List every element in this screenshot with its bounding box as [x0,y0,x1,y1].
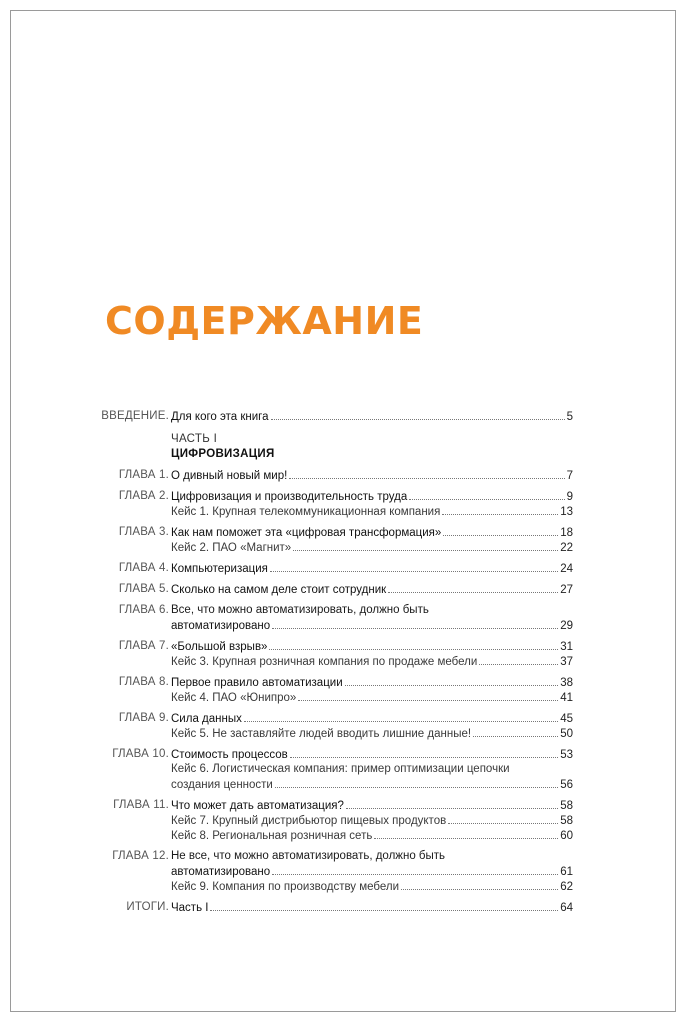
page-number: 29 [560,620,573,632]
page-number: 5 [566,411,573,423]
entry-title: Для кого эта книга [171,411,269,423]
leader-dots [272,618,558,629]
entry-label: ГЛАВА 8. [118,676,169,688]
entry-title: Кейс 1. Крупная телекоммуникационная компания [171,506,441,518]
entry-label: ГЛАВА 2. [118,490,169,502]
page-number: 18 [560,527,573,539]
entry-label: ИТОГИ. [126,901,169,913]
page-number: 24 [560,563,573,575]
entry-label: ВВЕДЕНИЕ. [101,410,169,422]
leader-dots [473,726,558,737]
entry-title: Кейс 8. Региональная розничная сеть [171,830,373,842]
toc-entry-ch12[interactable] [91,864,573,879]
part-title: ЦИФРОВИЗАЦИЯ [171,448,275,460]
entry-label: ГЛАВА 1. [118,469,169,481]
page-number: 13 [560,506,573,518]
page-number: 62 [560,881,573,893]
leader-dots [289,468,564,479]
entry-title: Цифровизация и производительность труда [171,491,408,503]
entry-label: ГЛАВА 10. [112,748,169,760]
leader-dots [275,777,558,788]
part-label: ЧАСТЬ I [171,433,218,445]
page-number: 27 [560,584,573,596]
toc-entry-intro[interactable] [91,409,573,424]
entry-label: ГЛАВА 11. [113,799,169,811]
toc-entry-case2[interactable] [91,540,573,555]
page-number: 53 [560,749,573,761]
toc-entry-case6-line1[interactable] [91,762,573,777]
toc-entry-ch6[interactable] [91,618,573,633]
page-number: 58 [560,800,573,812]
toc-entry-case6[interactable] [91,777,573,792]
page-number: 9 [566,491,573,503]
leader-dots [388,582,558,593]
leader-dots [244,711,558,722]
entry-title: Кейс 4. ПАО «Юнипро» [171,692,297,704]
page-number: 45 [560,713,573,725]
entry-title-line1: Не все, что можно автоматизировать, должно быть [171,850,446,862]
leader-dots [346,798,558,809]
leader-dots [270,561,558,572]
page-number: 22 [560,542,573,554]
book-page [10,10,676,1012]
toc-entry-ch1[interactable] [91,468,573,483]
toc-entry-ch5[interactable] [91,582,573,597]
toc-entry-case4[interactable] [91,690,573,705]
entry-title: Как нам поможет эта «цифровая трансформация» [171,527,442,539]
entry-title: Кейс 2. ПАО «Магнит» [171,542,292,554]
leader-dots [272,864,558,875]
entry-title: Что может дать автоматизация? [171,800,344,812]
toc-entry-ch10[interactable] [91,747,573,762]
page-number: 64 [560,902,573,914]
entry-label: ГЛАВА 6. [118,604,169,616]
toc-entry-case3[interactable] [91,654,573,669]
toc-entry-ch9[interactable] [91,711,573,726]
toc-entry-ch3[interactable] [91,525,573,540]
entry-title: О дивный новый мир! [171,470,288,482]
toc-entry-ch4[interactable] [91,561,573,576]
entry-label: ГЛАВА 4. [118,562,169,574]
page-title: СОДЕРЖАНИЕ [105,299,424,343]
toc-entry-ch8[interactable] [91,675,573,690]
entry-title: Сила данных [171,713,242,725]
entry-title: Кейс 3. Крупная розничная компания по продаже мебели [171,656,478,668]
entry-title: Компьютеризация [171,563,268,575]
page-number: 37 [560,656,573,668]
leader-dots [269,639,558,650]
page-number: 60 [560,830,573,842]
entry-label: ГЛАВА 5. [118,583,169,595]
entry-title: автоматизировано [171,620,271,632]
leader-dots [443,525,558,536]
entry-title: автоматизировано [171,866,271,878]
entry-title: Первое правило автоматизации [171,677,343,689]
toc-entry-ch11[interactable] [91,798,573,813]
leader-dots [479,654,558,665]
toc-entry-ch6-line1[interactable] [91,603,573,618]
toc-entry-case5[interactable] [91,726,573,741]
page-number: 31 [560,641,573,653]
entry-title: создания ценности [171,779,273,791]
entry-title: «Большой взрыв» [171,641,268,653]
leader-dots [442,504,558,515]
page-number: 58 [560,815,573,827]
leader-dots [271,409,565,420]
table-of-contents [91,409,573,915]
page-number: 56 [560,779,573,791]
entry-label: ГЛАВА 12. [112,850,169,862]
toc-entry-case8[interactable] [91,828,573,843]
entry-title: Стоимость процессов [171,749,288,761]
toc-entry-case1[interactable] [91,504,573,519]
entry-title-line1: Все, что можно автоматизировать, должно быть [171,604,429,616]
leader-dots [210,900,558,911]
toc-entry-case7[interactable] [91,813,573,828]
page-number: 61 [560,866,573,878]
entry-label: ГЛАВА 9. [118,712,169,724]
toc-entry-ch7[interactable] [91,639,573,654]
page-number: 38 [560,677,573,689]
entry-label: ГЛАВА 7. [118,640,169,652]
entry-title: Кейс 5. Не заставляйте людей вводить лишние данные! [171,728,472,740]
leader-dots [448,813,558,824]
leader-dots [298,690,558,701]
entry-title-line1: Кейс 6. Логистическая компания: пример оптимизации цепочки [171,763,510,775]
leader-dots [293,540,558,551]
entry-label: ГЛАВА 3. [118,526,169,538]
leader-dots [374,828,558,839]
leader-dots [290,747,558,758]
leader-dots [345,675,559,686]
entry-title: Часть I [171,902,209,914]
toc-entry-summary[interactable] [91,900,573,915]
leader-dots [409,489,564,500]
entry-title: Кейс 7. Крупный дистрибьютор пищевых продуктов [171,815,447,827]
entry-title: Кейс 9. Компания по производству мебели [171,881,400,893]
page-number: 41 [560,692,573,704]
toc-entry-ch12-line1[interactable] [91,849,573,864]
page-number: 50 [560,728,573,740]
toc-entry-ch2[interactable] [91,489,573,504]
leader-dots [401,879,558,890]
page-number: 7 [566,470,573,482]
entry-title: Сколько на самом деле стоит сотрудник [171,584,387,596]
toc-entry-case9[interactable] [91,879,573,894]
